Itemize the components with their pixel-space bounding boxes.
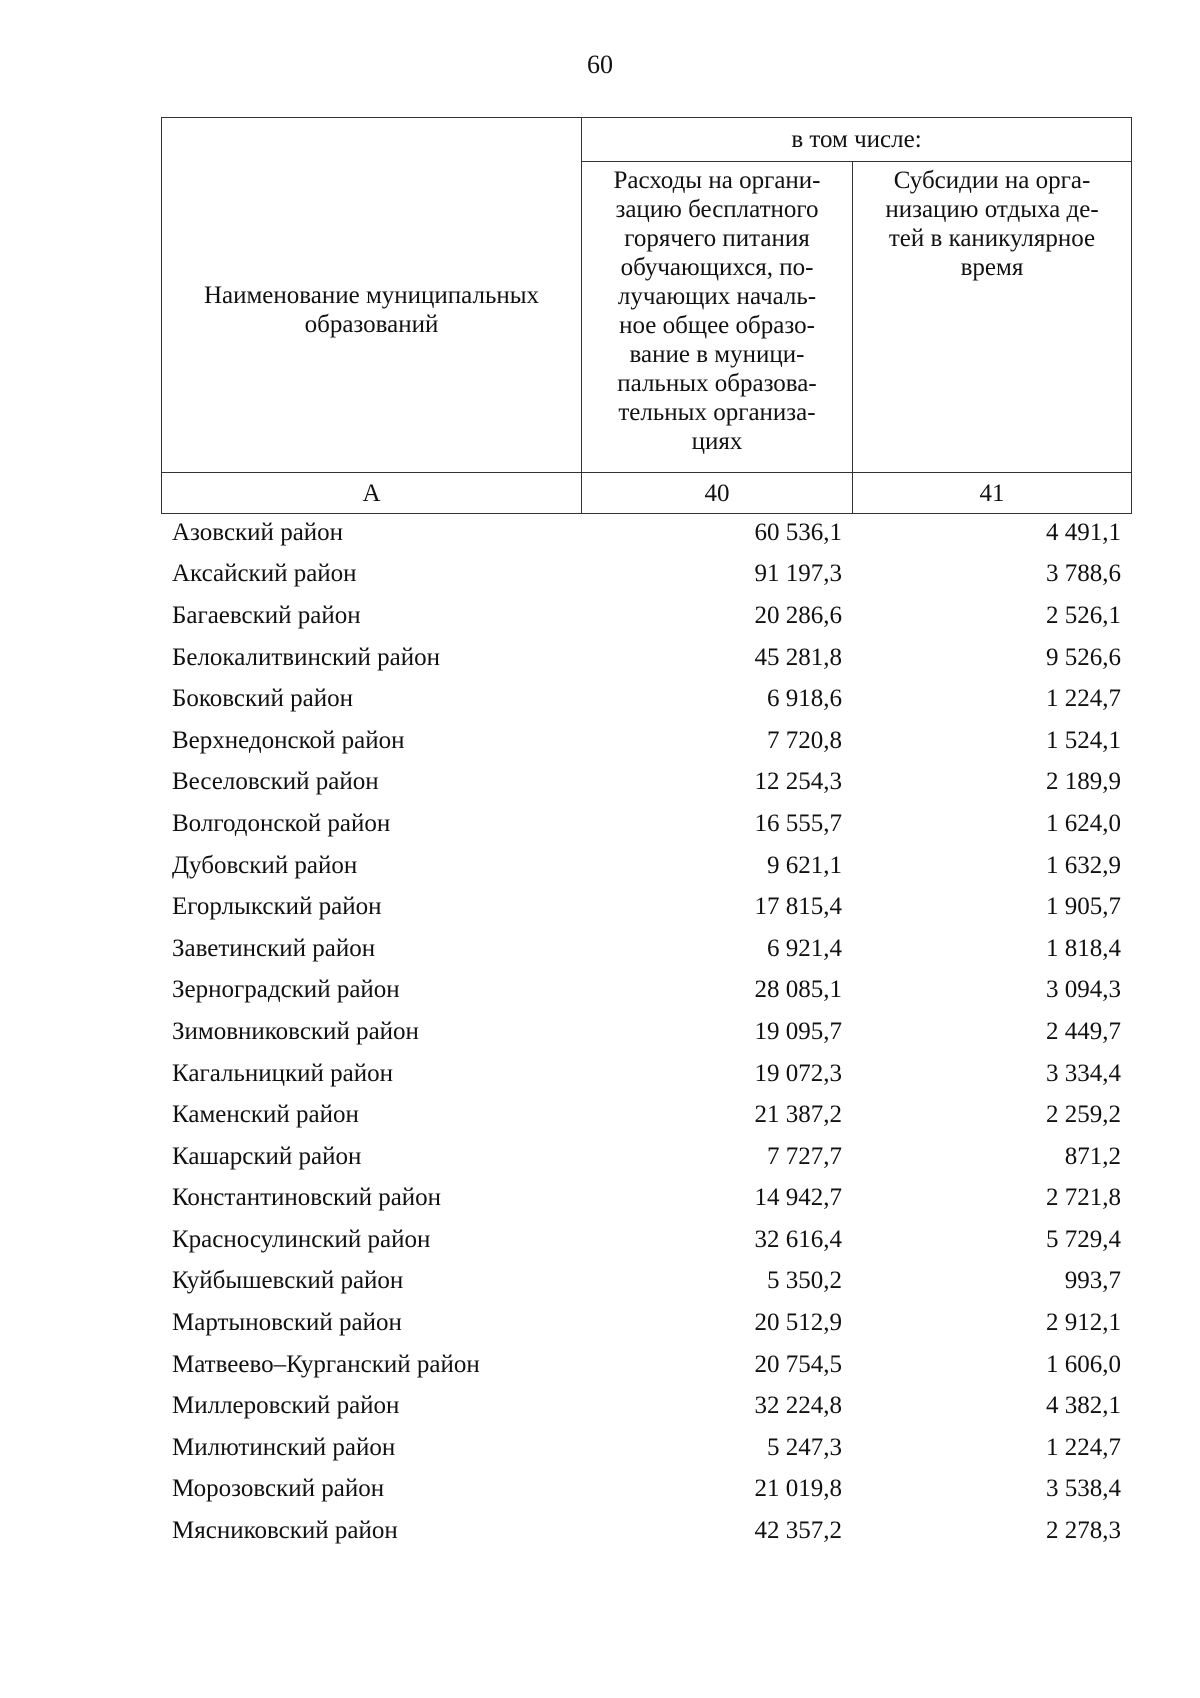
column-header-vacation (853, 162, 1132, 473)
row-name: Морозовский район (172, 1475, 385, 1503)
row-vacation-value: 5 729,4 (1046, 1225, 1121, 1253)
table-row (161, 1510, 1131, 1552)
row-meals-value: 14 942,7 (754, 1184, 842, 1212)
row-name: Мартыновский район (172, 1309, 402, 1337)
table-row (161, 762, 1131, 804)
row-name: Зерноградский район (172, 976, 400, 1004)
row-meals-value: 32 224,8 (754, 1392, 842, 1420)
table-row (161, 1385, 1131, 1427)
row-meals-value: 21 019,8 (754, 1475, 842, 1503)
row-vacation-value: 4 491,1 (1046, 518, 1121, 546)
row-name: Миллеровский район (172, 1392, 400, 1420)
row-name: Аксайский район (172, 560, 357, 588)
row-vacation-value: 1 818,4 (1046, 934, 1121, 962)
column-group-header: в том числе: (582, 118, 1132, 162)
row-name: Верхнедонской район (172, 726, 405, 754)
row-meals-value: 60 536,1 (754, 518, 842, 546)
table-row (161, 803, 1131, 845)
row-vacation-value: 3 334,4 (1046, 1059, 1121, 1087)
table-row (161, 1469, 1131, 1511)
row-meals-value: 5 350,2 (767, 1267, 842, 1295)
table-row (161, 720, 1131, 762)
row-vacation-value: 871,2 (1064, 1142, 1121, 1170)
column-code-a: А (162, 473, 582, 514)
row-name: Дубовский район (172, 851, 358, 879)
row-meals-value: 32 616,4 (754, 1225, 842, 1253)
row-vacation-value: 3 788,6 (1046, 560, 1121, 588)
table-row (161, 637, 1131, 679)
table-row (161, 928, 1131, 970)
row-name: Куйбышевский район (172, 1267, 404, 1295)
row-name: Волгодонской район (172, 809, 391, 837)
row-name: Мясниковский район (172, 1517, 398, 1545)
row-vacation-value: 2 189,9 (1046, 768, 1121, 796)
table-row (161, 970, 1131, 1012)
row-name: Кашарский район (172, 1142, 362, 1170)
row-meals-value: 12 254,3 (754, 768, 842, 796)
row-vacation-value: 2 526,1 (1046, 601, 1121, 629)
row-vacation-value: 3 094,3 (1046, 976, 1121, 1004)
row-vacation-value: 4 382,1 (1046, 1392, 1121, 1420)
column-header-name: Наименование муниципальных образований (162, 118, 582, 473)
table-row (161, 1261, 1131, 1303)
row-name: Егорлыкский район (172, 893, 382, 921)
page-number: 60 (587, 50, 613, 79)
row-vacation-value: 2 912,1 (1046, 1309, 1121, 1337)
table-row (161, 554, 1131, 596)
column-header-vacation-text: Субсидии на орга- низацию отдыха де- тей в каникулярное время (885, 167, 1099, 281)
row-name: Багаевский район (172, 601, 361, 629)
row-meals-value: 42 357,2 (754, 1517, 842, 1545)
table-row (161, 678, 1131, 720)
table-row (161, 1053, 1131, 1095)
row-meals-value: 91 197,3 (754, 560, 842, 588)
row-name: Каменский район (172, 1101, 359, 1129)
row-name: Милютинский район (172, 1433, 396, 1461)
table-row (161, 1136, 1131, 1178)
row-meals-value: 7 720,8 (767, 726, 842, 754)
column-code-41: 41 (853, 473, 1132, 514)
row-meals-value: 19 072,3 (754, 1059, 842, 1087)
table-row (161, 1219, 1131, 1261)
table-row (161, 1011, 1131, 1053)
row-name: Красносулинский район (172, 1225, 431, 1253)
row-vacation-value: 2 259,2 (1046, 1101, 1121, 1129)
row-name: Азовский район (172, 518, 344, 546)
column-header-meals (582, 162, 853, 473)
row-vacation-value: 1 606,0 (1046, 1350, 1121, 1378)
row-meals-value: 20 754,5 (754, 1350, 842, 1378)
row-meals-value: 6 921,4 (767, 934, 842, 962)
row-vacation-value: 993,7 (1064, 1267, 1121, 1295)
row-name: Заветинский район (172, 934, 376, 962)
row-name: Веселовский район (172, 768, 379, 796)
row-vacation-value: 1 224,7 (1046, 685, 1121, 713)
row-meals-value: 28 085,1 (754, 976, 842, 1004)
row-vacation-value: 1 524,1 (1046, 726, 1121, 754)
row-vacation-value: 2 721,8 (1046, 1184, 1121, 1212)
row-name: Белокалитвинский район (172, 643, 440, 671)
row-meals-value: 5 247,3 (767, 1433, 842, 1461)
column-header-meals-text: Расходы на органи- зацию бесплатного горячего питания обучающихся, по- лучающих началь- ное общее образо- вание в муници- пальных образова- тельных организа- циях (613, 167, 821, 455)
table-header (161, 117, 1132, 514)
row-name: Константиновский район (172, 1184, 442, 1212)
row-vacation-value: 1 224,7 (1046, 1433, 1121, 1461)
table-body (161, 512, 1131, 1552)
table-row (161, 1302, 1131, 1344)
row-meals-value: 20 512,9 (754, 1309, 842, 1337)
row-meals-value: 21 387,2 (754, 1101, 842, 1129)
row-name: Боковский район (172, 685, 353, 713)
row-meals-value: 6 918,6 (767, 685, 842, 713)
table-row (161, 1344, 1131, 1386)
table-row (161, 1427, 1131, 1469)
row-vacation-value: 2 278,3 (1046, 1517, 1121, 1545)
row-name: Кагальницкий район (172, 1059, 394, 1087)
table-row (161, 595, 1131, 637)
table-row (161, 1094, 1131, 1136)
row-vacation-value: 1 905,7 (1046, 893, 1121, 921)
table-row (161, 1178, 1131, 1220)
row-name: Матвеево–Курганский район (172, 1350, 480, 1378)
row-vacation-value: 2 449,7 (1046, 1017, 1121, 1045)
row-vacation-value: 9 526,6 (1046, 643, 1121, 671)
row-meals-value: 16 555,7 (754, 809, 842, 837)
row-meals-value: 45 281,8 (754, 643, 842, 671)
row-meals-value: 17 815,4 (754, 893, 842, 921)
row-vacation-value: 1 624,0 (1046, 809, 1121, 837)
table-row (161, 845, 1131, 887)
table-row (161, 512, 1131, 554)
row-name: Зимовниковский район (172, 1017, 419, 1045)
table-row (161, 886, 1131, 928)
row-meals-value: 19 095,7 (754, 1017, 842, 1045)
row-vacation-value: 3 538,4 (1046, 1475, 1121, 1503)
row-meals-value: 20 286,6 (754, 601, 842, 629)
row-meals-value: 7 727,7 (767, 1142, 842, 1170)
row-meals-value: 9 621,1 (767, 851, 842, 879)
row-vacation-value: 1 632,9 (1046, 851, 1121, 879)
column-code-40: 40 (582, 473, 853, 514)
